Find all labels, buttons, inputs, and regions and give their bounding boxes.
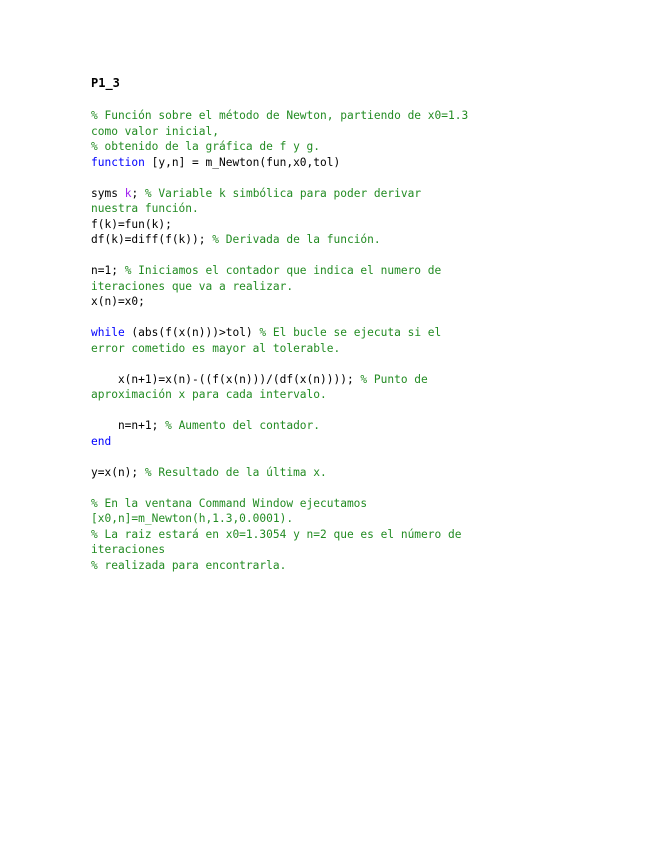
comment-line: aproximación x para cada intervalo.: [91, 388, 327, 401]
blank-line: [91, 248, 571, 264]
blank-line: [91, 310, 571, 326]
blank-line: [91, 449, 571, 465]
comment-line: % obtenido de la gráfica de f y g.: [91, 140, 321, 153]
code-text: [y,n] = m_Newton(fun,x0,tol): [144, 155, 341, 169]
blank-line: [91, 356, 571, 372]
code-line: [91, 232, 571, 248]
comment-line: error cometido es mayor al tolerable.: [91, 341, 341, 355]
inline-comment: % Aumento del contador.: [165, 419, 321, 432]
code-text: (abs(f(x(n)))>tol): [124, 326, 260, 339]
inline-comment: % Iniciamos el contador que indica el numero de: [124, 264, 442, 277]
code-line: [91, 465, 571, 481]
inline-comment: % El bucle se ejecuta si el: [259, 326, 442, 339]
code-line: [91, 325, 571, 341]
code-line: f(k)=fun(k);: [91, 217, 172, 231]
comment-line: iteraciones que va a realizar.: [91, 279, 294, 293]
inline-comment: % Resultado de la última x.: [144, 465, 327, 479]
code-text: df(k)=diff(f(k));: [91, 233, 213, 246]
comment-line: nuestra función.: [91, 202, 199, 215]
comment-line: como valor inicial,: [91, 124, 219, 138]
inline-comment: % Punto de: [360, 372, 428, 386]
comment-line: [x0,n]=m_Newton(h,1.3,0.0001).: [91, 512, 294, 525]
code-text: ;: [131, 186, 145, 200]
code-text: y=x(n);: [91, 465, 145, 479]
code-line: [91, 263, 571, 279]
code-line: [91, 155, 571, 171]
code-line: [91, 372, 571, 388]
code-text: x(n+1)=x(n)-((f(x(n)))/(df(x(n))));: [91, 372, 361, 386]
code-listing: [91, 108, 571, 573]
code-line: [91, 418, 571, 434]
keyword-while: while: [91, 326, 125, 339]
blank-line: [91, 403, 571, 419]
code-line: x(n)=x0;: [91, 295, 145, 308]
comment-line: % En la ventana Command Window ejecutamos: [91, 496, 368, 510]
page-title: P1_3: [91, 76, 120, 90]
inline-comment: % Derivada de la función.: [212, 233, 381, 246]
blank-line: [91, 170, 571, 186]
keyword-end: end: [91, 434, 112, 448]
comment-line: iteraciones: [91, 543, 166, 556]
comment-line: % La raiz estará en x0=1.3054 y n=2 que es el número de: [91, 527, 462, 541]
inline-comment: % Variable k simbólica para poder derivar: [144, 186, 422, 200]
comment-line: % Función sobre el método de Newton, partiendo de x0=1.3: [91, 109, 469, 122]
code-line: [91, 186, 571, 202]
code-text: syms: [91, 186, 125, 200]
keyword-function: function: [91, 155, 145, 169]
code-text: n=n+1;: [91, 419, 166, 432]
code-text: n=1;: [91, 264, 125, 277]
symbolic-variable: k: [124, 186, 132, 200]
comment-line: % realizada para encontrarla.: [91, 558, 287, 572]
blank-line: [91, 480, 571, 496]
